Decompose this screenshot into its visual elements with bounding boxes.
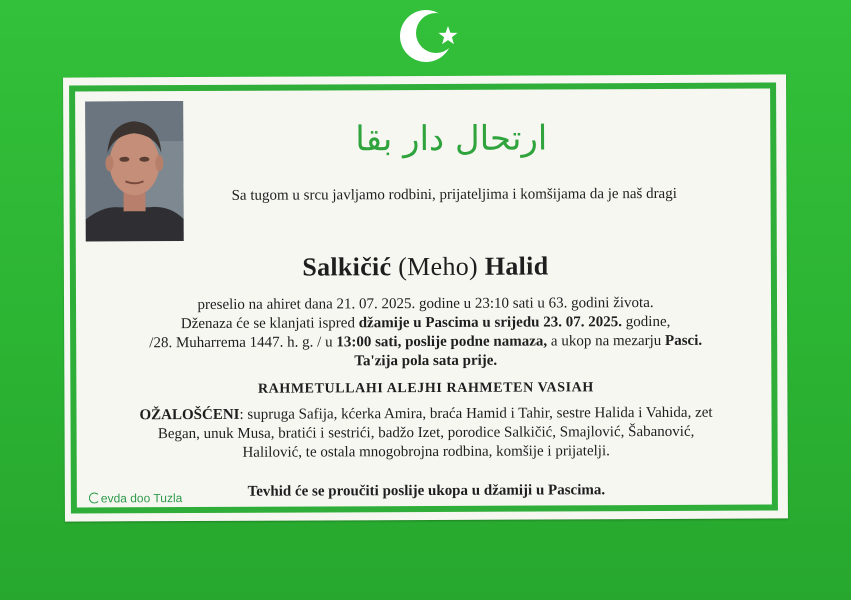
tevhid-notice: Tevhid će se proučiti poslije ukopa u džamiji u Pascima. <box>247 482 606 500</box>
crescent-star-icon <box>396 6 464 68</box>
notice-line-4: Ta'zija pola sata prije. <box>354 352 498 370</box>
intro-text: Sa tugom u srcu javljamo rodbini, prijateljima i komšijama da je naš dragi <box>231 185 677 204</box>
obituary-sheet <box>63 74 788 521</box>
rahmet-prayer: RAHMETULLAHI ALEJHI RAHMETEN VASIAH <box>257 380 594 397</box>
mourners-line-2: Began, unuk Musa, bratići i sestrići, badžo Izet, porodice Salkičić, Smajlović, Šabanović, <box>157 423 695 443</box>
notice-line-1: preselio na ahiret dana 21. 07. 2025. godine u 23:10 sati u 63. godini života. <box>197 295 654 313</box>
mourners-line-3: Halilović, te ostala mnogobrojna rodbina, komšije i prijatelji. <box>242 443 610 461</box>
mourners-line-1: OŽALOŠĆENI: supruga Safija, kćerka Amira, braća Hamid i Tahir, sestre Halida i Vahida, zet <box>139 404 713 424</box>
publisher-logo-icon <box>89 492 100 503</box>
svg-text:ارتحال دار بقا: ارتحال دار بقا <box>355 118 548 160</box>
surname: Salkičić <box>302 252 392 282</box>
deceased-name <box>64 250 787 283</box>
nickname: (Meho) <box>398 251 479 282</box>
death-notice <box>84 294 767 373</box>
mourners-list <box>84 404 767 464</box>
notice-line-2: Dženaza će se klanjati ispred džamije u Pascima u srijedu 23. 07. 2025. godine, <box>180 313 671 333</box>
mourners-label: OŽALOŠĆENI <box>139 406 240 424</box>
publisher-credit: evda doo Tuzla <box>89 491 182 505</box>
notice-line-3: /28. Muharrema 1447. h. g. / u 13:00 sati, poslije podne namaza, a ukop na mezarju Pasci. <box>149 332 703 352</box>
arabic-calligraphy <box>351 105 551 164</box>
deceased-photo <box>85 101 184 241</box>
given-name: Halid <box>484 251 549 281</box>
